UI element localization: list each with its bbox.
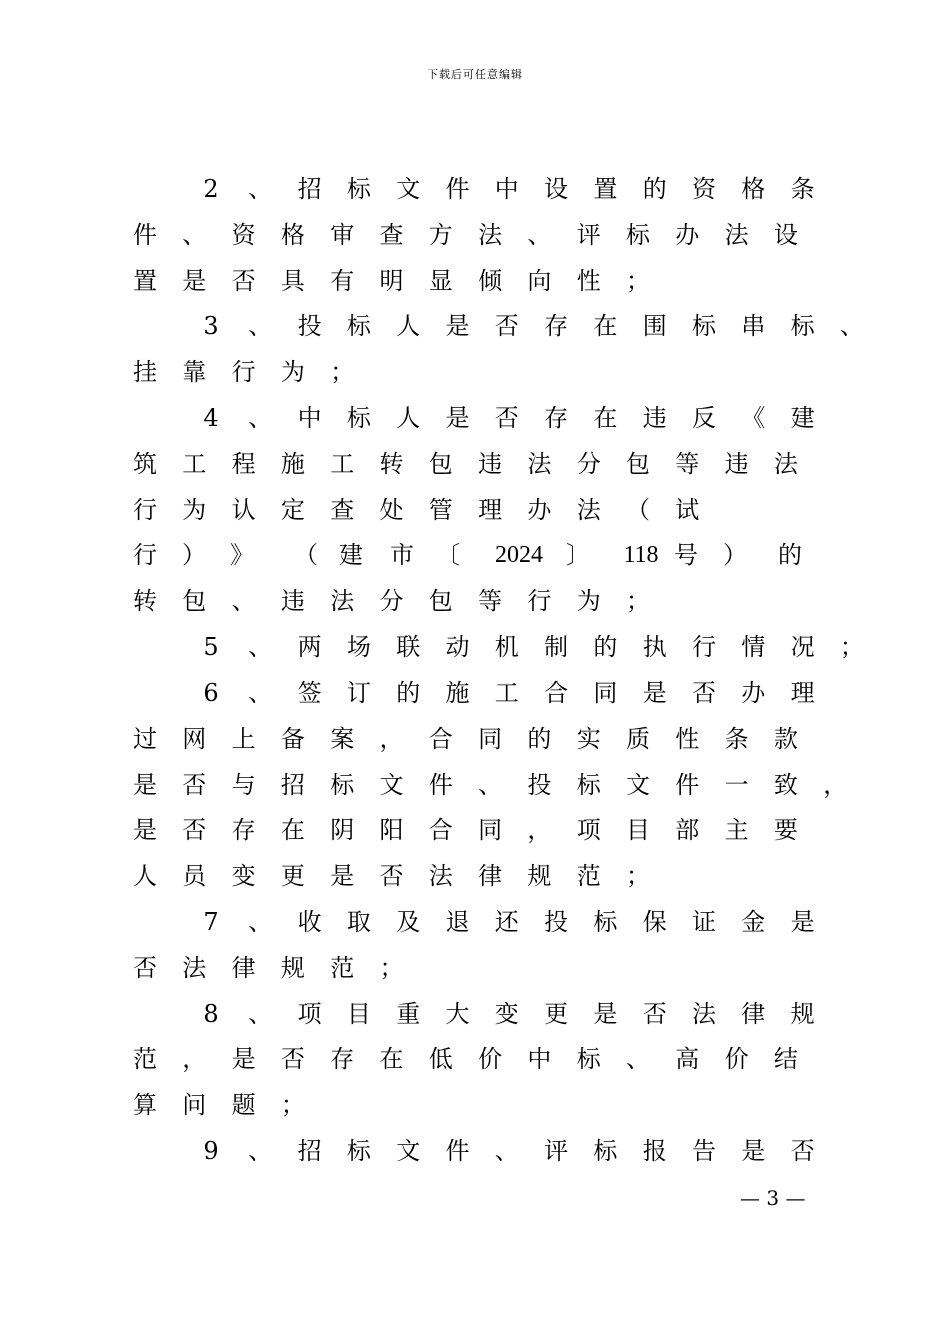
text-char: 更 (280, 862, 305, 890)
text-line (0, 678, 950, 718)
text-char: 是 (445, 404, 470, 432)
text-char: 、 (839, 312, 864, 340)
text-char: 《 (741, 404, 766, 432)
text-line (0, 586, 950, 626)
text-char: 是 (642, 679, 667, 707)
text-char: 招 (297, 1137, 322, 1165)
text-line (0, 403, 950, 443)
text-char: 行 (133, 541, 157, 569)
text-char: 合 (544, 679, 569, 707)
text-char: 两 (297, 633, 322, 661)
text-char: 一 (724, 771, 749, 799)
text-line (0, 724, 950, 764)
text-char: 性 (675, 725, 700, 753)
text-line (0, 999, 950, 1039)
text-char: ） (723, 541, 747, 569)
text-char: 问 (182, 1091, 207, 1119)
text-char: 围 (642, 312, 667, 340)
text-char: 建 (790, 404, 815, 432)
text-char: 情 (741, 633, 766, 661)
text-char: 招 (280, 771, 305, 799)
text-char: 联 (396, 633, 421, 661)
text-char: 标 (593, 1137, 618, 1165)
text-char: ； (280, 1091, 305, 1119)
text-char: 过 (133, 725, 157, 753)
text-char: 理 (790, 679, 815, 707)
text-char: 签 (297, 679, 322, 707)
text-char: 评 (576, 221, 601, 249)
text-char: 法 (576, 496, 601, 524)
text-char: 标 (346, 1137, 371, 1165)
text-char: 文 (396, 1137, 421, 1165)
text-char: 法 (478, 221, 503, 249)
text-char: 文 (379, 771, 404, 799)
text-char: 的 (593, 633, 618, 661)
text-char: 变 (231, 862, 256, 890)
page-header: 下载后可任意编辑 (427, 68, 523, 81)
text-char: ； (626, 587, 650, 615)
text-char: 置 (593, 175, 618, 203)
text-char: 3 (203, 312, 219, 340)
text-char: 包 (428, 450, 453, 478)
text-char: 倾 (478, 267, 503, 295)
text-char: 存 (544, 404, 569, 432)
text-char: 否 (133, 954, 157, 982)
text-char: 质 (626, 725, 650, 753)
text-char: 设 (773, 221, 798, 249)
text-char: 合 (428, 816, 453, 844)
text-char: 是 (182, 267, 207, 295)
text-line (0, 770, 950, 810)
text-char: 投 (544, 908, 569, 936)
text-char: 置 (133, 267, 157, 295)
text-char: 标 (330, 771, 355, 799)
text-char: 、 (231, 587, 256, 615)
text-char: ； (379, 954, 404, 982)
text-line (0, 1136, 950, 1176)
text-char: 上 (231, 725, 256, 753)
text-char: 查 (379, 221, 404, 249)
text-char: 行 (692, 633, 716, 661)
text-char: 件 (445, 175, 470, 203)
text-char: 显 (428, 267, 453, 295)
text-char: 同 (478, 725, 503, 753)
text-char: ， (823, 771, 848, 799)
text-char: 工 (182, 450, 207, 478)
text-char: 是 (133, 771, 157, 799)
text-char: 标 (790, 312, 815, 340)
text-char: 定 (280, 496, 305, 524)
text-char: 价 (724, 1045, 749, 1073)
text-char: 否 (182, 816, 207, 844)
text-char: 是 (741, 1137, 766, 1165)
text-char: 靠 (182, 358, 207, 386)
text-line (0, 815, 950, 855)
text-char: ） (182, 541, 206, 569)
text-char: 款 (773, 725, 798, 753)
text-line (0, 1090, 950, 1130)
text-char: 否 (642, 1000, 667, 1028)
text-char: 退 (445, 908, 470, 936)
text-char: 工 (494, 679, 519, 707)
text-char: 收 (297, 908, 322, 936)
text-char: 件 (675, 771, 700, 799)
text-char: ； (839, 633, 864, 661)
text-char: 员 (182, 862, 207, 890)
text-char: 律 (478, 862, 503, 890)
text-line (0, 266, 950, 306)
text-char: 在 (280, 816, 305, 844)
text-char: 低 (428, 1045, 453, 1073)
text-char: 告 (692, 1137, 716, 1165)
text-line (0, 953, 950, 993)
text-char: 要 (773, 816, 798, 844)
text-char: 号 (674, 541, 698, 569)
text-char: 行 (231, 358, 256, 386)
text-char: 否 (494, 312, 519, 340)
text-char: 118 (623, 542, 659, 568)
text-line (0, 174, 950, 214)
text-char: 管 (428, 496, 453, 524)
text-char: 、 (248, 679, 273, 707)
text-char: 为 (182, 496, 207, 524)
text-char: 向 (527, 267, 552, 295)
text-char: 条 (724, 725, 749, 753)
text-char: 否 (231, 267, 256, 295)
text-char: 性 (576, 267, 601, 295)
text-char: 金 (741, 908, 766, 936)
text-char: 备 (280, 725, 305, 753)
text-char: 是 (445, 312, 470, 340)
text-char: 是 (330, 862, 355, 890)
text-char: 范 (576, 862, 601, 890)
text-line (0, 311, 950, 351)
text-line (0, 1044, 950, 1084)
text-line (0, 495, 950, 535)
text-char: 人 (396, 312, 421, 340)
text-char: 结 (773, 1045, 798, 1073)
text-char: 项 (297, 1000, 322, 1028)
text-char: 违 (724, 450, 749, 478)
text-char: 高 (675, 1045, 700, 1073)
text-char: 件 (133, 221, 157, 249)
text-char: 9 (203, 1137, 219, 1165)
text-char: 有 (330, 267, 355, 295)
text-char: 文 (396, 175, 421, 203)
text-char: 〕 (566, 541, 590, 569)
text-char: ， (182, 1045, 207, 1073)
text-char: 的 (396, 679, 421, 707)
text-char: 转 (133, 587, 157, 615)
text-char: 在 (379, 1045, 404, 1073)
text-char: 5 (203, 633, 219, 661)
text-char: 存 (231, 816, 256, 844)
text-char: 审 (330, 221, 355, 249)
text-char: 反 (692, 404, 716, 432)
text-char: 、 (527, 221, 552, 249)
text-char: 人 (396, 404, 421, 432)
text-char: 算 (133, 1091, 157, 1119)
text-char: 评 (544, 1137, 569, 1165)
text-char: 存 (330, 1045, 355, 1073)
text-char: 、 (248, 404, 273, 432)
text-char: 文 (626, 771, 650, 799)
text-char: 目 (626, 816, 650, 844)
text-char: 件 (445, 1137, 470, 1165)
text-char: 资 (692, 175, 716, 203)
text-char: 明 (379, 267, 404, 295)
text-char: 法 (527, 450, 552, 478)
text-char: 致 (773, 771, 798, 799)
text-char: 标 (346, 404, 371, 432)
page-number: — 3 — (740, 1186, 806, 1210)
text-char: 还 (494, 908, 519, 936)
text-char: 人 (133, 862, 157, 890)
text-line (0, 540, 950, 580)
text-char: 建 (339, 541, 363, 569)
text-char: 题 (231, 1091, 256, 1119)
text-char: 律 (231, 954, 256, 982)
text-char: 标 (346, 175, 371, 203)
text-char: ； (626, 862, 650, 890)
text-char: 市 (390, 541, 414, 569)
text-char: 理 (478, 496, 503, 524)
text-char: 、 (248, 175, 273, 203)
text-char: 工 (330, 450, 355, 478)
text-char: 否 (182, 771, 207, 799)
text-char: 的 (527, 725, 552, 753)
text-char: 阴 (330, 816, 355, 844)
text-char: 、 (248, 1000, 273, 1028)
text-char: 是 (593, 1000, 618, 1028)
text-char: ； (626, 267, 650, 295)
text-char: 投 (527, 771, 552, 799)
text-char: 筑 (133, 450, 157, 478)
text-char: 网 (182, 725, 207, 753)
text-char: 况 (790, 633, 815, 661)
text-char: 法 (182, 954, 207, 982)
text-char: 办 (741, 679, 766, 707)
text-char: ， (527, 816, 552, 844)
text-char: 否 (790, 1137, 815, 1165)
text-char: 法 (692, 1000, 716, 1028)
text-char: 包 (182, 587, 207, 615)
text-char: 否 (494, 404, 519, 432)
text-char: 包 (626, 450, 650, 478)
text-char: 为 (280, 358, 305, 386)
text-char: 标 (576, 1045, 601, 1073)
text-char: 分 (576, 450, 601, 478)
text-char: 、 (248, 312, 273, 340)
text-char: 法 (330, 587, 355, 615)
text-char: 规 (527, 862, 552, 890)
text-char: 》 (230, 541, 254, 569)
text-char: 中 (527, 1045, 552, 1073)
text-char: 否 (280, 1045, 305, 1073)
text-char: 法 (724, 221, 749, 249)
text-char: 、 (248, 633, 273, 661)
text-char: 程 (231, 450, 256, 478)
text-char: 办 (527, 496, 552, 524)
text-char: 规 (790, 1000, 815, 1028)
text-char: 标 (692, 312, 716, 340)
text-line (0, 907, 950, 947)
text-char: 同 (478, 816, 503, 844)
text-char: 是 (231, 1045, 256, 1073)
text-char: 、 (182, 221, 207, 249)
text-char: 处 (379, 496, 404, 524)
text-char: 认 (231, 496, 256, 524)
text-char: 是 (790, 908, 815, 936)
text-char: 中 (297, 404, 322, 432)
text-char: 范 (133, 1045, 157, 1073)
text-char: 订 (346, 679, 371, 707)
text-char: 分 (379, 587, 404, 615)
text-char: 保 (642, 908, 667, 936)
text-char: 等 (478, 587, 503, 615)
text-line (0, 861, 950, 901)
text-char: 〔 (436, 541, 460, 569)
text-char: 、 (494, 1137, 519, 1165)
text-char: 、 (248, 1137, 273, 1165)
text-char: 合 (428, 725, 453, 753)
text-char: 标 (626, 221, 650, 249)
text-char: 资 (231, 221, 256, 249)
text-char: 、 (478, 771, 503, 799)
text-char: 动 (445, 633, 470, 661)
text-char: 否 (379, 862, 404, 890)
text-char: 否 (692, 679, 716, 707)
text-char: 施 (280, 450, 305, 478)
text-char: 同 (593, 679, 618, 707)
text-char: 重 (396, 1000, 421, 1028)
text-char: 主 (724, 816, 749, 844)
text-char: 7 (203, 908, 219, 936)
text-line (0, 220, 950, 260)
text-line (0, 632, 950, 672)
text-char: 实 (576, 725, 601, 753)
text-char: 标 (576, 771, 601, 799)
text-char: 变 (494, 1000, 519, 1028)
text-char: 等 (675, 450, 700, 478)
text-char: 在 (593, 404, 618, 432)
text-char: 违 (478, 450, 503, 478)
text-char: 违 (280, 587, 305, 615)
text-char: 格 (280, 221, 305, 249)
text-char: 行 (527, 587, 552, 615)
text-char: 取 (346, 908, 371, 936)
text-char: 项 (576, 816, 601, 844)
text-char: 机 (494, 633, 519, 661)
text-char: 及 (396, 908, 421, 936)
text-char: 范 (330, 954, 355, 982)
text-char: 办 (675, 221, 700, 249)
text-char: 挂 (133, 358, 157, 386)
text-line (0, 449, 950, 489)
text-char: 为 (576, 587, 601, 615)
text-char: 8 (203, 1000, 219, 1028)
text-char: 部 (675, 816, 700, 844)
text-char: 制 (544, 633, 569, 661)
text-char: 价 (478, 1045, 503, 1073)
text-char: 标 (346, 312, 371, 340)
text-char: 存 (544, 312, 569, 340)
text-char: 更 (544, 1000, 569, 1028)
text-char: 施 (445, 679, 470, 707)
text-char: 、 (626, 1045, 650, 1073)
text-char: 4 (203, 404, 219, 432)
text-char: 规 (280, 954, 305, 982)
text-char: 的 (778, 541, 802, 569)
text-char: 律 (741, 1000, 766, 1028)
text-char: 条 (790, 175, 815, 203)
text-char: 2 (203, 175, 219, 203)
text-char: 目 (346, 1000, 371, 1028)
text-char: ， (379, 725, 404, 753)
text-char: （ (294, 541, 318, 569)
text-char: 标 (593, 908, 618, 936)
text-char: 串 (741, 312, 766, 340)
text-char: 设 (544, 175, 569, 203)
text-char: 中 (494, 175, 519, 203)
text-char: 方 (428, 221, 453, 249)
text-char: 法 (428, 862, 453, 890)
text-char: 报 (642, 1137, 667, 1165)
text-char: 与 (231, 771, 256, 799)
text-char: 试 (675, 496, 700, 524)
text-char: 违 (642, 404, 667, 432)
text-char: 大 (445, 1000, 470, 1028)
text-char: 招 (297, 175, 322, 203)
text-char: 2024 (495, 542, 543, 568)
text-char: 具 (280, 267, 305, 295)
text-char: 、 (248, 908, 273, 936)
text-char: 投 (297, 312, 322, 340)
text-char: （ (626, 496, 650, 524)
text-char: 执 (642, 633, 667, 661)
text-char: 转 (379, 450, 404, 478)
text-char: 查 (330, 496, 355, 524)
text-char: 证 (692, 908, 716, 936)
text-line (0, 357, 950, 397)
text-char: 的 (642, 175, 667, 203)
text-char: 法 (773, 450, 798, 478)
text-char: 在 (593, 312, 618, 340)
text-char: 件 (428, 771, 453, 799)
text-char: 案 (330, 725, 355, 753)
text-char: 行 (133, 496, 157, 524)
text-char: 阳 (379, 816, 404, 844)
text-char: 格 (741, 175, 766, 203)
text-char: 场 (346, 633, 371, 661)
text-char: ； (330, 358, 355, 386)
text-char: 是 (133, 816, 157, 844)
text-char: 6 (203, 679, 219, 707)
text-char: 包 (428, 587, 453, 615)
